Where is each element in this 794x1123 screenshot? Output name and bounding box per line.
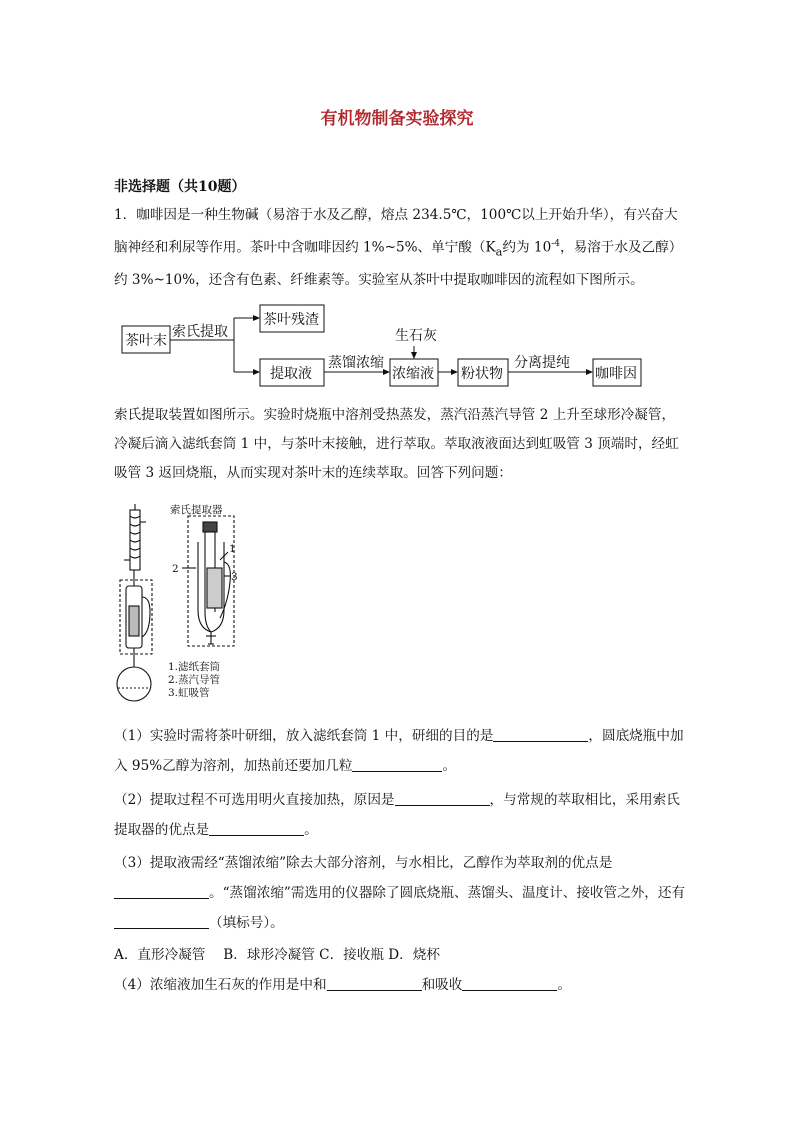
flow-label-purify: 分离提纯 — [514, 355, 570, 371]
flow-label-tea-powder: 茶叶末 — [125, 333, 167, 349]
ka-subscript: a — [495, 244, 503, 259]
section-heading: 非选择题（共10题） — [114, 179, 246, 195]
answer-blank[interactable] — [352, 757, 442, 772]
flow-label-soxhlet: 索氏提取 — [172, 324, 228, 340]
soxhlet-apparatus-figure — [108, 502, 258, 702]
q4-text-a: （4）浓缩液加生石灰的作用是中和 — [114, 977, 327, 993]
answer-blank[interactable] — [114, 884, 209, 899]
document-title: 有机物制备实验探究 — [320, 109, 474, 129]
q2-text-a: （2）提取过程不可选用明火直接加热，原因是 — [114, 792, 395, 808]
answer-blank[interactable] — [114, 914, 209, 929]
q2-text-c: 。 — [304, 822, 318, 838]
intro-text-c: ，易溶于水及乙醇）约 3%~10%，还含有色素、纤维素等。实验室从茶叶中提取咖啡因的流程如下图所示。 — [114, 239, 683, 289]
question-1 — [114, 721, 689, 781]
thimble-detail-icon — [207, 568, 222, 608]
flow-label-quicklime: 生石灰 — [395, 328, 437, 344]
label-num-2: 2 — [172, 563, 179, 575]
label-num-3: 3 — [231, 571, 238, 583]
round-flask-icon — [117, 667, 151, 701]
question-4 — [114, 970, 689, 1000]
q3-text-b: 。“蒸馏浓缩”需选用的仪器除了圆底烧瓶、蒸馏头、温度计、接收管之外，还有 — [209, 885, 686, 901]
q4-text-b: 和吸收 — [421, 977, 463, 993]
condenser-icon — [130, 510, 140, 570]
answer-blank[interactable] — [327, 976, 422, 991]
filter-thimble-icon — [129, 606, 139, 636]
flow-label-concentrate: 浓缩液 — [392, 366, 434, 382]
flow-label-powder: 粉状物 — [461, 366, 503, 382]
extraction-flowchart — [118, 300, 658, 395]
flow-label-residue: 茶叶残渣 — [263, 312, 319, 328]
q3-text-a: （3）提取液需经“蒸馏浓缩”除去大部分溶剂，与水相比，乙醇作为萃取剂的优点是 — [114, 855, 613, 871]
apparatus-caption: 索氏提取器 — [170, 504, 223, 516]
q1-text-b: ，圆底烧瓶中加入 95%乙醇为溶剂，加热前还要加几粒 — [114, 728, 684, 774]
apparatus-description: 索氏提取装置如图所示。实验时烧瓶中溶剂受热蒸发，蒸汽沿蒸汽导管 2 上升至球形冷凝管，冷凝后滴入滤纸套筒 1 中，与茶叶末接触，进行萃取。萃取液液面达到虹吸管 3 顶端时，经虹吸管 3 返回烧瓶，从而实现对茶叶末的连续萃取。回答下列问题： — [114, 407, 679, 481]
label-num-1: 1 — [229, 543, 236, 555]
q1-text-c: 。 — [442, 758, 457, 774]
legend-siphon: 3.虹吸管 — [168, 687, 210, 699]
intro-text-b: 约为 10 — [502, 239, 552, 256]
flow-label-extract: 提取液 — [270, 366, 312, 382]
q3-text-c: （填标号）。 — [209, 915, 284, 931]
intro-text-a: 1．咖啡因是一种生物碱（易溶于水及乙醇，熔点 234.5℃，100℃以上开始升华），有兴奋大脑神经和利尿等作用。茶叶中含咖啡因约 1%~5%、单宁酸（K — [114, 207, 678, 256]
legend-thimble: 1.滤纸套筒 — [168, 661, 221, 673]
q2-text-b: ，与常规的萃取相比，采用索氏提取器的优点是 — [114, 792, 680, 838]
exponent: -4 — [551, 239, 561, 249]
flow-label-caffeine: 咖啡因 — [595, 366, 637, 382]
question-3 — [114, 848, 689, 938]
answer-blank[interactable] — [209, 821, 304, 836]
answer-blank[interactable] — [462, 976, 557, 991]
question-1-intro — [114, 201, 684, 295]
q4-text-c: 。 — [557, 977, 571, 993]
answer-blank[interactable] — [395, 791, 490, 806]
flow-label-distill: 蒸馏浓缩 — [328, 355, 384, 371]
q1-text-a: （1）实验时需将茶叶研细，放入滤纸套筒 1 中，研细的目的是 — [114, 728, 494, 744]
answer-blank[interactable] — [493, 727, 588, 742]
legend-vapor-tube: 2.蒸汽导管 — [168, 674, 221, 686]
question-3-options: A．直形冷凝管 B．球形冷凝管 C．接收瓶 D．烧杯 — [114, 947, 440, 963]
question-2 — [114, 785, 689, 845]
